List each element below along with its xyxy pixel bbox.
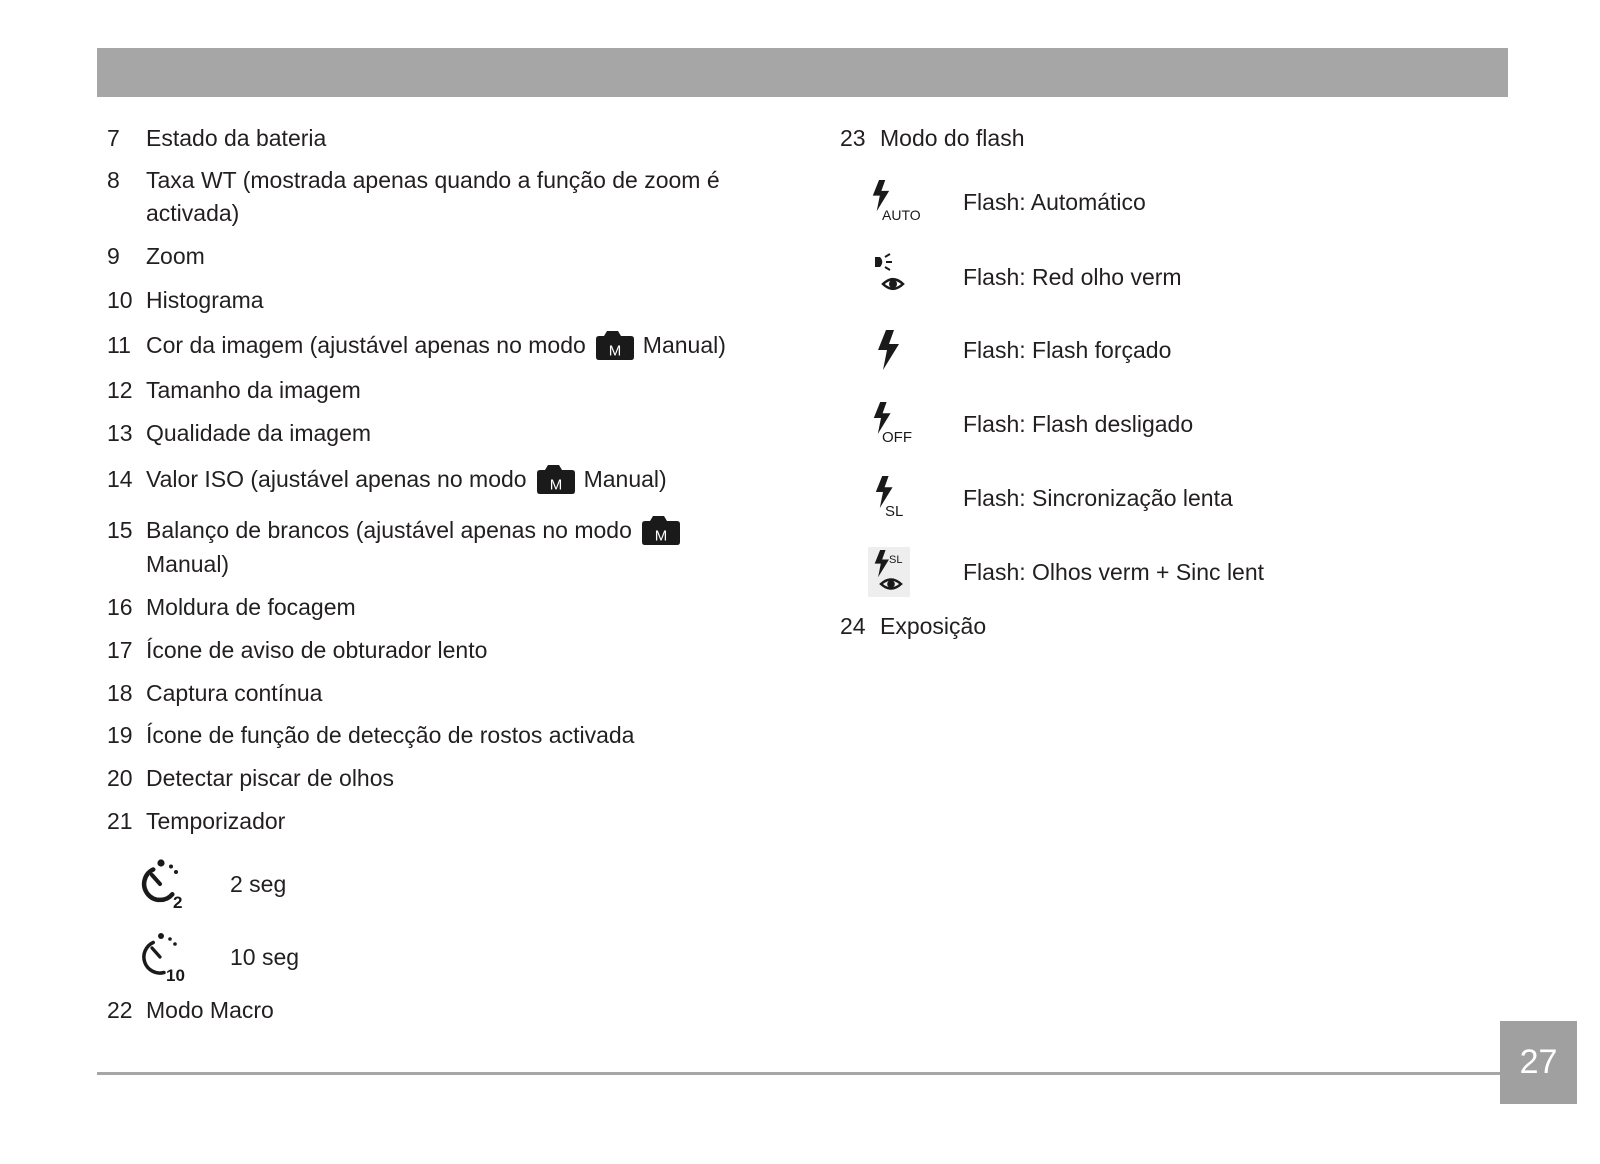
list-item-20 xyxy=(107,763,394,793)
list-item-14 xyxy=(107,464,667,494)
flash-icon-label: SL xyxy=(885,503,904,520)
sub-item-label: 10 seg xyxy=(230,943,300,970)
item-number: 14 xyxy=(107,466,133,492)
footer-rule xyxy=(97,1072,1501,1075)
list-item-10 xyxy=(107,285,264,315)
list-item-13 xyxy=(107,418,371,448)
list-item-23 xyxy=(840,123,1024,153)
mode-icon-letter: M xyxy=(549,476,562,494)
flash-red-eye-slow-sync-icon xyxy=(868,547,963,597)
item-number: 12 xyxy=(107,377,133,403)
item-number: 10 xyxy=(107,287,133,313)
flash-auto-icon xyxy=(868,177,963,227)
item-label-line: Manual) xyxy=(146,551,230,577)
item-number: 15 xyxy=(107,517,133,543)
list-item-15 xyxy=(107,513,689,581)
item-label: Estado da bateria xyxy=(146,125,327,151)
item-label: Ícone de aviso de obturador lento xyxy=(146,637,488,663)
item-label: Tamanho da imagem xyxy=(146,377,361,403)
item-label: Exposição xyxy=(880,613,987,639)
item-number: 8 xyxy=(107,167,120,193)
item-label-text: Balanço de brancos (ajustável apenas no modo xyxy=(146,517,632,543)
flash-icon-label: AUTO xyxy=(882,207,921,223)
item-label-text: Manual) xyxy=(583,466,667,492)
item-number: 13 xyxy=(107,420,133,446)
item-number: 18 xyxy=(107,680,133,706)
list-item-7 xyxy=(107,123,326,153)
sub-item-label: Flash: Flash forçado xyxy=(963,336,1172,363)
flash-icon-label: OFF xyxy=(882,429,912,446)
item-label: Histograma xyxy=(146,287,264,313)
sub-item-flash-slow-sync xyxy=(868,473,1233,523)
item-number: 24 xyxy=(840,613,866,639)
sub-item-flash-off xyxy=(868,399,1193,449)
item-label: Modo Macro xyxy=(146,997,274,1023)
item-number: 23 xyxy=(840,125,866,151)
manual-mode-camera-icon xyxy=(642,515,680,545)
item-label: Zoom xyxy=(146,243,205,269)
list-item-24 xyxy=(840,611,986,641)
item-number: 21 xyxy=(107,808,133,834)
list-item-18 xyxy=(107,678,322,708)
item-label-line: Taxa WT (mostrada apenas quando a função de zoom é xyxy=(146,167,720,193)
item-number: 17 xyxy=(107,637,133,663)
item-label-line xyxy=(146,513,689,547)
sub-item-timer-10s xyxy=(140,930,299,984)
item-number: 7 xyxy=(107,125,120,151)
sub-item-label: Flash: Flash desligado xyxy=(963,410,1194,437)
item-label: Detectar piscar de olhos xyxy=(146,765,395,791)
item-label xyxy=(146,164,720,230)
mode-icon-letter: M xyxy=(654,527,668,545)
list-item-21 xyxy=(107,806,285,836)
flash-slow-sync-icon xyxy=(868,473,963,523)
item-label xyxy=(146,464,667,494)
header-bar xyxy=(97,48,1508,97)
list-item-11 xyxy=(107,330,726,360)
flash-red-eye-icon xyxy=(868,252,963,302)
list-item-22 xyxy=(107,995,274,1025)
sub-item-label: Flash: Red olho verm xyxy=(963,263,1182,290)
self-timer-2s-icon xyxy=(140,857,230,911)
item-number: 11 xyxy=(107,332,131,358)
manual-mode-camera-icon xyxy=(537,464,575,494)
item-label-text: Manual) xyxy=(642,332,726,358)
flash-forced-icon xyxy=(868,325,963,375)
sub-item-timer-2s xyxy=(140,857,286,911)
sub-item-label: 2 seg xyxy=(230,870,287,897)
item-number: 16 xyxy=(107,594,133,620)
sub-item-label: Flash: Automático xyxy=(963,188,1146,215)
sub-item-label: Flash: Olhos verm + Sinc lent xyxy=(963,558,1265,585)
item-number: 9 xyxy=(107,243,120,269)
sub-item-flash-red-eye xyxy=(868,252,1182,302)
item-label: Temporizador xyxy=(146,808,286,834)
item-label: Modo do flash xyxy=(880,125,1025,151)
timer-icon-number: 10 xyxy=(166,966,185,984)
item-number: 19 xyxy=(107,722,133,748)
flash-icon-label: SL xyxy=(889,554,903,566)
sub-item-flash-auto xyxy=(868,177,1146,227)
item-label xyxy=(146,330,726,360)
item-label: Qualidade da imagem xyxy=(146,420,372,446)
item-label: Moldura de focagem xyxy=(146,594,356,620)
list-item-19 xyxy=(107,720,634,750)
sub-item-flash-forced xyxy=(868,325,1171,375)
list-item-16 xyxy=(107,592,356,622)
item-label-text: Valor ISO (ajustável apenas no modo xyxy=(146,466,527,492)
list-item-9 xyxy=(107,241,205,271)
manual-mode-camera-icon xyxy=(596,330,634,360)
list-item-12 xyxy=(107,375,361,405)
mode-icon-letter: M xyxy=(608,342,622,360)
list-item-17 xyxy=(107,635,487,665)
self-timer-10s-icon xyxy=(140,930,230,984)
item-label: Ícone de função de detecção de rostos activada xyxy=(146,722,635,748)
sub-item-label: Flash: Sincronização lenta xyxy=(963,484,1233,511)
sub-item-flash-red-eye-slow-sync xyxy=(868,547,1264,597)
flash-off-icon xyxy=(868,399,963,449)
item-number: 22 xyxy=(107,997,133,1023)
item-label: Captura contínua xyxy=(146,680,323,706)
page-number: 27 xyxy=(1500,1021,1577,1104)
item-label xyxy=(146,513,689,581)
item-label-text: Cor da imagem (ajustável apenas no modo xyxy=(146,332,586,358)
list-item-8 xyxy=(107,164,720,230)
timer-icon-number: 2 xyxy=(173,893,183,911)
item-label-line: activada) xyxy=(146,200,240,226)
item-number: 20 xyxy=(107,765,133,791)
